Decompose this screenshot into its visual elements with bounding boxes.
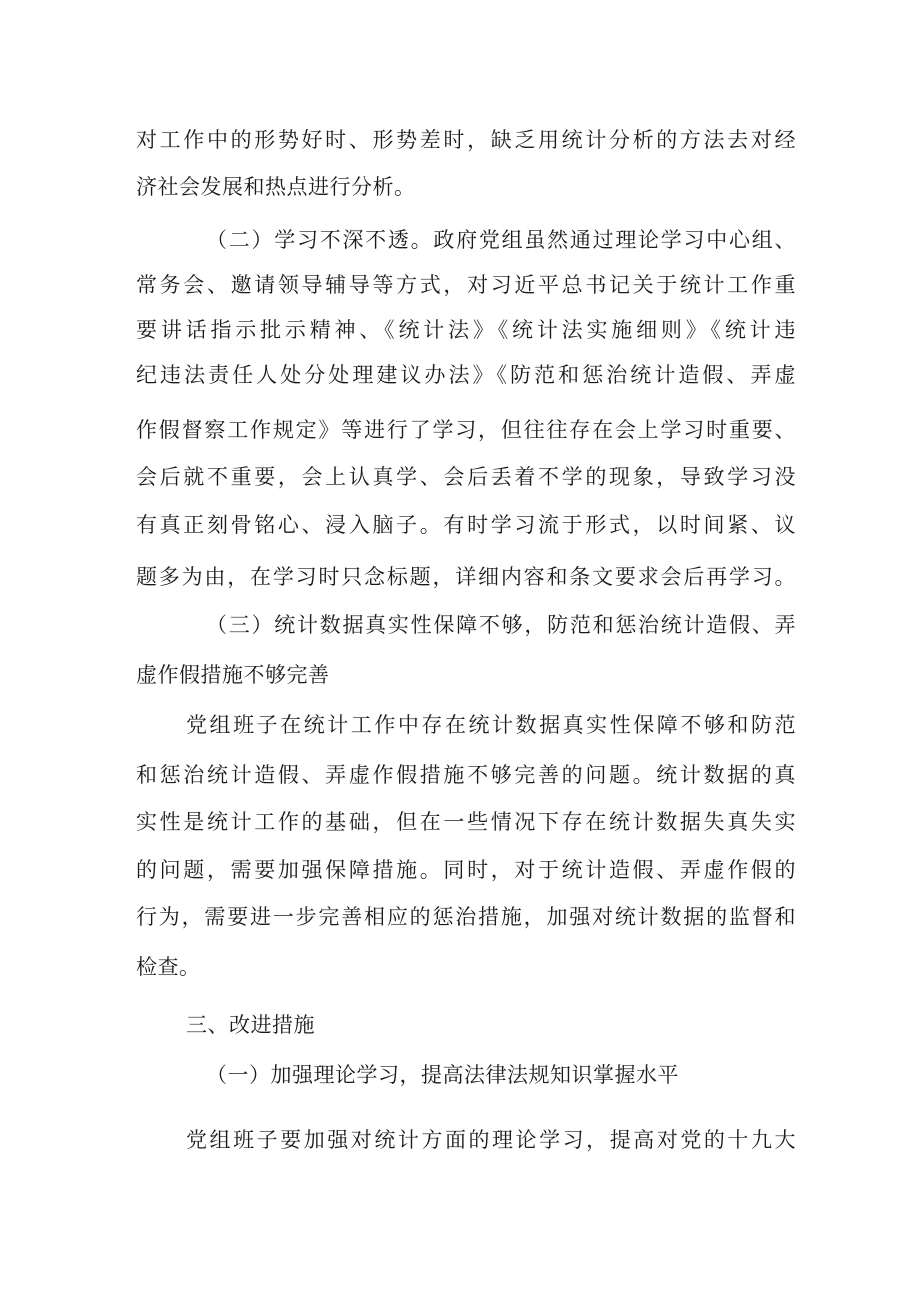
paragraph-line: 作假督察工作规定》等进行了学习，但往往存在会上学习时重要、	[136, 418, 796, 442]
paragraph-line: 纪违法责任人处分处理建议办法》《防范和惩治统计造假、弄虚	[136, 363, 796, 387]
paragraph-line: 行为，需要进一步完善相应的惩治措施，加强对统计数据的监督和	[136, 905, 796, 929]
paragraph-line: 检查。	[136, 955, 201, 979]
paragraph-line: 党组班子在统计工作中存在统计数据真实性保障不够和防范	[186, 713, 796, 737]
paragraph-line: 济社会发展和热点进行分析。	[136, 175, 416, 199]
paragraph-line: 实性是统计工作的基础，但在一些情况下存在统计数据失真失实	[136, 810, 796, 834]
section-heading-line: （二）学习不深不透。政府党组虽然通过理论学习中心组、	[206, 228, 796, 252]
section-heading-line: （三）统计数据真实性保障不够，防范和惩治统计造假、弄	[206, 613, 796, 637]
section-heading-line: 虚作假措施不够完善	[136, 663, 330, 687]
paragraph-line: 题多为由，在学习时只念标题，详细内容和条文要求会后再学习。	[136, 565, 796, 589]
paragraph-line: 会后就不重要，会上认真学、会后丢着不学的现象，导致学习没	[136, 465, 796, 489]
paragraph-line: 和惩治统计造假、弄虚作假措施不够完善的问题。统计数据的真	[136, 763, 796, 787]
paragraph-line: 党组班子要加强对统计方面的理论学习，提高对党的十九大	[186, 1128, 796, 1152]
paragraph-line: 有真正刻骨铭心、浸入脑子。有时学习流于形式，以时间紧、议	[136, 513, 796, 537]
section-title: 三、改进措施	[186, 1013, 315, 1037]
paragraph-line: 对工作中的形势好时、形势差时，缺乏用统计分析的方法去对经	[136, 128, 796, 152]
paragraph-line: 常务会、邀请领导辅导等方式，对习近平总书记关于统计工作重	[136, 273, 796, 297]
paragraph-line: 的问题，需要加强保障措施。同时，对于统计造假、弄虚作假的	[136, 858, 796, 882]
subsection-title: （一）加强理论学习，提高法律法规知识掌握水平	[206, 1063, 679, 1087]
paragraph-line: 要讲话指示批示精神、《统计法》《统计法实施细则》《统计违	[136, 318, 796, 342]
